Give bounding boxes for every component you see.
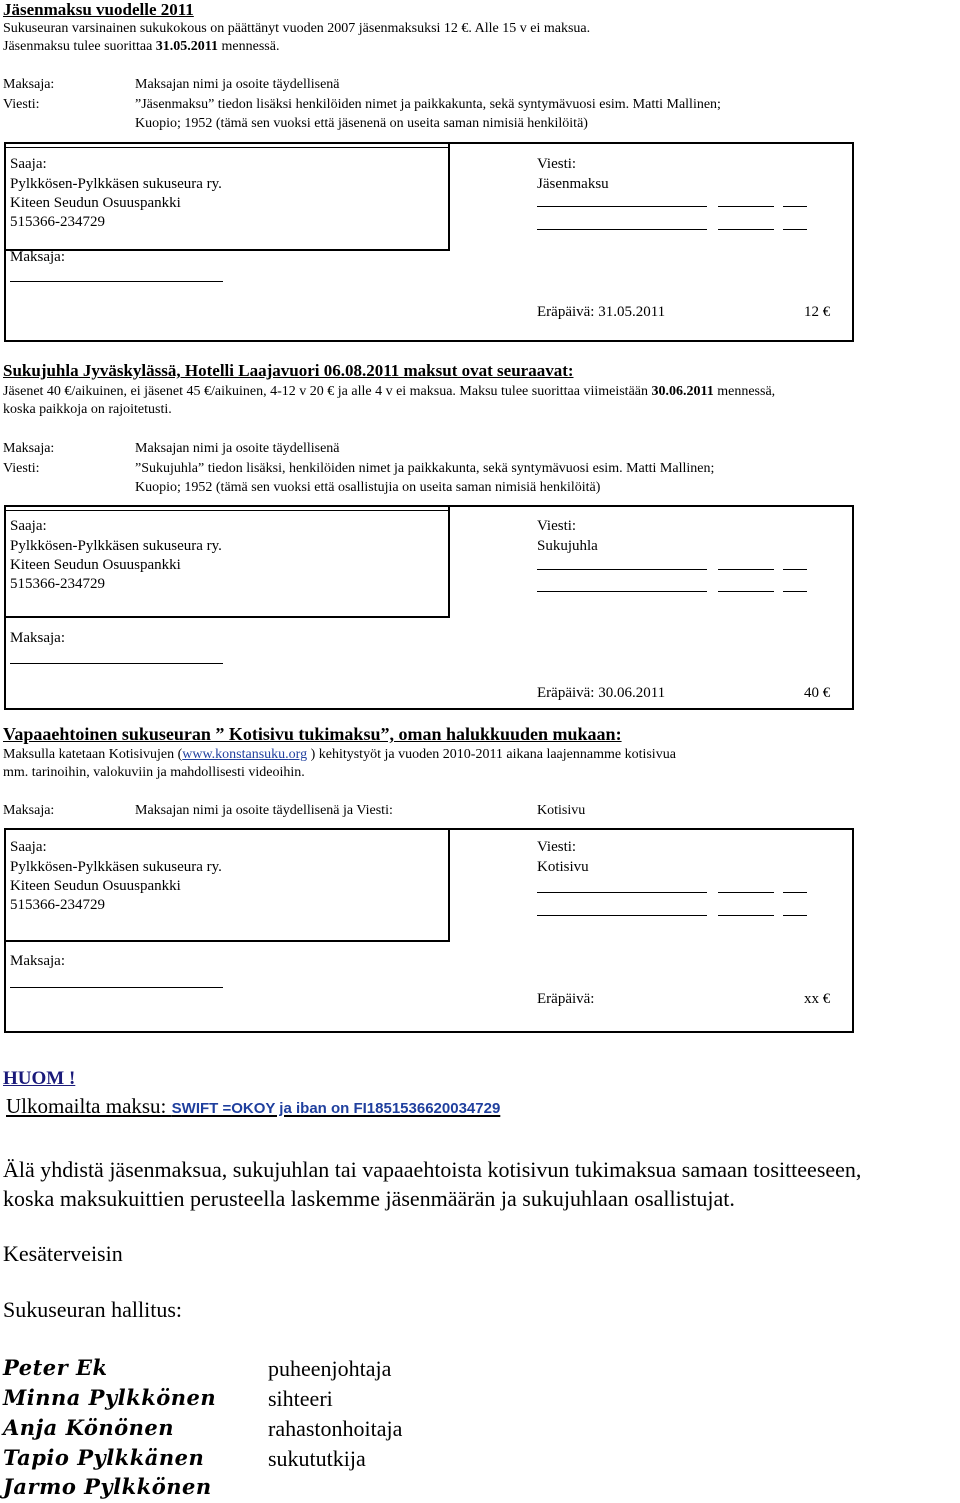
viesti-label: Viesti: <box>3 97 40 112</box>
section1-title: Jäsenmaksu vuodelle 2011 <box>3 0 194 19</box>
section3-title: Vapaaehtoinen sukuseuran ” Kotisivu tukimaksu”, oman halukkuuden mukaan: <box>3 724 622 744</box>
viesti-text: ”Sukujuhla” tiedon lisäksi, henkilöiden nimet ja paikkakunta, sekä syntymävuosi esim. Matti Mallinen; <box>135 461 715 476</box>
signature-name: Tapio Pylkkänen <box>3 1445 205 1470</box>
viesti-text-cont: Kuopio; 1952 (tämä sen vuoksi että osallistujia on useita saman nimisiä henkilöitä) <box>135 480 601 495</box>
board-heading: Sukuseuran hallitus: <box>3 1297 183 1322</box>
slip-maksaja-label: Maksaja: <box>10 249 65 265</box>
signature-name: Jarmo Pylkkönen <box>3 1474 212 1499</box>
signature-name: Peter Ek <box>3 1355 108 1380</box>
slip-maksaja-label: Maksaja: <box>10 953 65 969</box>
bank-name: Kiteen Seudun Osuuspankki <box>10 878 181 894</box>
greeting: Kesäterveisin <box>3 1241 123 1266</box>
signature-name: Anja Könönen <box>3 1415 175 1440</box>
saaja-label: Saaja: <box>10 839 47 855</box>
saaja-name: Pylkkösen-Pylkkäsen sukuseura ry. <box>10 176 222 192</box>
slip-viesti-value: Jäsenmaksu <box>537 176 609 192</box>
section3-line1: Maksulla katetaan Kotisivujen (www.konstansuku.org ) kehitystyöt ja vuoden 2010-2011 aikana laajennamme kotisivua <box>3 747 676 762</box>
account-number: 515366-234729 <box>10 214 105 230</box>
saaja-label: Saaja: <box>10 518 47 534</box>
due-date: Eräpäivä: 31.05.2011 <box>537 304 666 320</box>
section2-line2: koska paikkoja on rajoitetusti. <box>3 402 172 417</box>
slip-maksaja-label: Maksaja: <box>10 630 65 646</box>
saaja-label: Saaja: <box>10 156 47 172</box>
signature-role: sihteeri <box>268 1386 333 1411</box>
viesti-text: ”Jäsenmaksu” tiedon lisäksi henkilöiden nimet ja paikkakunta, sekä syntymävuosi esim. Matti Mallinen; <box>135 97 721 112</box>
signature-role: puheenjohtaja <box>268 1356 392 1381</box>
maksaja-text: Maksajan nimi ja osoite täydellisenä <box>135 441 340 456</box>
foreign-payment: Ulkomailta maksu: SWIFT =OKOY ja iban on FI1851536620034729 <box>6 1094 501 1118</box>
section2-line1: Jäsenet 40 €/aikuinen, ei jäsenet 45 €/aikuinen, 4-12 v 20 € ja alle 4 v ei maksua. Maksu tulee suorittaa viimeistään 30.06.2011 mennessä, <box>3 384 776 399</box>
slip-viesti-label: Viesti: <box>537 518 577 534</box>
notice-line2: koska maksukuittien perusteella laskemme jäsenmäärän ja sukujuhlaan osallistujat. <box>3 1186 735 1211</box>
swift-iban: SWIFT =OKOY ja iban on FI1851536620034729 <box>171 1100 501 1117</box>
signature-role: rahastonhoitaja <box>268 1416 403 1441</box>
account-number: 515366-234729 <box>10 897 105 913</box>
signature-name: Minna Pylkkönen <box>3 1385 217 1410</box>
amount: xx € <box>804 991 831 1007</box>
slip-viesti-value: Sukujuhla <box>537 538 598 554</box>
slip-viesti-value: Kotisivu <box>537 859 589 875</box>
due-date: Eräpäivä: <box>537 991 595 1007</box>
bank-name: Kiteen Seudun Osuuspankki <box>10 557 181 573</box>
notice-line1: Älä yhdistä jäsenmaksua, sukujuhlan tai vapaaehtoista kotisivun tukimaksua samaan tositteeseen, <box>3 1157 862 1182</box>
section1-line1: Sukuseuran varsinainen sukukokous on päättänyt vuoden 2007 jäsenmaksuksi 12 €. Alle 15 v ei maksua. <box>3 21 591 36</box>
slip-viesti-label: Viesti: <box>537 839 577 855</box>
payment-slip-1 <box>4 142 854 342</box>
amount: 40 € <box>804 685 831 701</box>
maksaja-label: Maksaja: <box>3 441 55 456</box>
section2-title: Sukujuhla Jyväskylässä, Hotelli Laajavuori 06.08.2011 maksut ovat seuraavat: <box>3 361 574 380</box>
maksaja-text: Maksajan nimi ja osoite täydellisenä ja Viesti: <box>135 803 393 818</box>
viesti-label: Viesti: <box>3 461 40 476</box>
maksaja-label: Maksaja: <box>3 803 55 818</box>
slip-viesti-label: Viesti: <box>537 156 577 172</box>
viesti-text-cont: Kuopio; 1952 (tämä sen vuoksi että jäsenenä on useita saman nimisiä henkilöitä) <box>135 116 588 131</box>
section1-line2: Jäsenmaksu tulee suorittaa 31.05.2011 mennessä. <box>3 39 280 54</box>
signature-role: sukututkija <box>268 1446 366 1471</box>
maksaja-text: Maksajan nimi ja osoite täydellisenä <box>135 77 340 92</box>
saaja-name: Pylkkösen-Pylkkäsen sukuseura ry. <box>10 538 222 554</box>
website-link[interactable]: www.konstansuku.org <box>182 747 308 762</box>
payment-slip-2 <box>4 505 854 710</box>
huom-heading: HUOM ! <box>3 1068 76 1089</box>
section3-line2: mm. tarinoihin, valokuviin ja mahdollisesti videoihin. <box>3 765 305 780</box>
maksaja-viesti: Kotisivu <box>537 803 586 818</box>
bank-name: Kiteen Seudun Osuuspankki <box>10 195 181 211</box>
due-date: Eräpäivä: 30.06.2011 <box>537 685 666 701</box>
account-number: 515366-234729 <box>10 576 105 592</box>
maksaja-label: Maksaja: <box>3 77 55 92</box>
amount: 12 € <box>804 304 831 320</box>
saaja-name: Pylkkösen-Pylkkäsen sukuseura ry. <box>10 859 222 875</box>
